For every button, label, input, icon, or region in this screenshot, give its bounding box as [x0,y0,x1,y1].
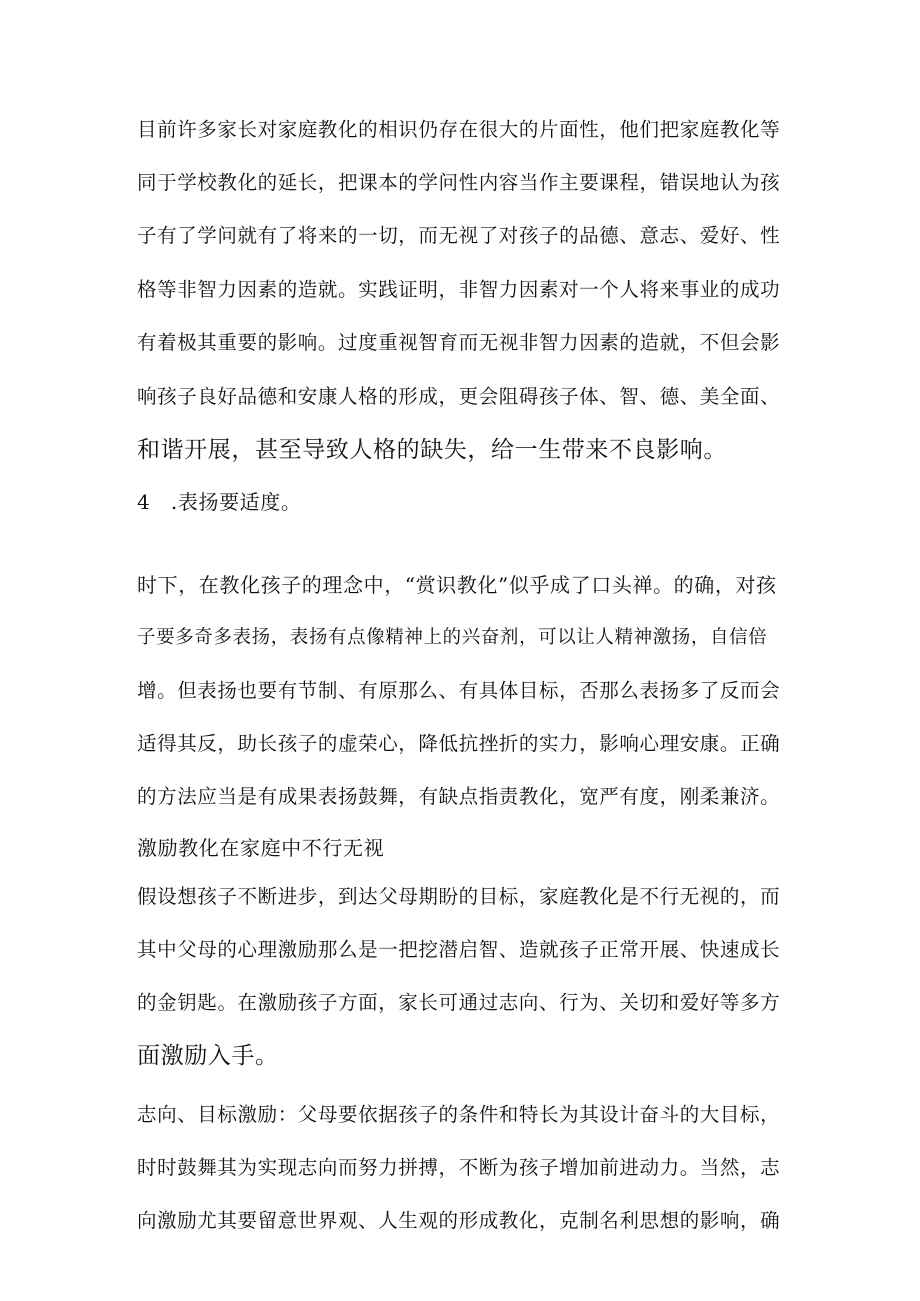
paragraph-3-line-1: 假设想孩子不断进步，到达父母期盼的目标，家庭教化是不行无视的，而 [137,885,781,908]
paragraph-1-line-7: 和谐开展，甚至导致人格的缺失，给一生带来不良影响。 [137,437,727,463]
paragraph-3-line-3: 的金钥匙。在激励孩子方面，家长可通过志向、行为、关切和爱好等多方 [137,991,781,1014]
paragraph-1-line-3: 子有了学问就有了将来的一切，而无视了对孩子的品德、意志、爱好、性 [137,224,781,247]
paragraph-2-line-3: 增。但表扬也要有节制、有原那么、有具体目标，否那么表扬多了反而会 [137,679,781,702]
paragraph-4-line-3: 向激励尤其要留意世界观、人生观的形成教化，克制名利思想的影响，确 [137,1209,781,1232]
paragraph-2-line-1: 时下，在教化孩子的理念中，“赏识教化”似乎成了口头禅。的确，对孩 [137,573,777,597]
paragraph-2-line-5: 的方法应当是有成果表扬鼓舞，有缺点指责教化，宽严有度，刚柔兼济。 [137,785,781,808]
section-title: 激励教化在家庭中不行无视 [137,836,385,860]
paragraph-1-line-2: 同于学校教化的延长，把课本的学问性内容当作主要课程，错误地认为孩 [137,171,781,194]
paragraph-1-line-6: 响孩子良好品德和安康人格的形成，更会阻碍孩子体、智、德、美全面、 [137,385,781,408]
paragraph-1-line-1: 目前许多家长对家庭教化的相识仍存在很大的片面性，他们把家庭教化等 [137,118,781,141]
paragraph-2-line-4: 适得其反，助长孩子的虚荣心，降低抗挫折的实力，影响心理安康。正确 [137,732,781,755]
paragraph-3-line-2: 其中父母的心理激励那么是一把挖潜启智、造就孩子正常开展、快速成长 [137,938,781,961]
paragraph-1-line-4: 格等非智力因素的造就。实践证明，非智力因素对一个人将来事业的成功 [137,278,781,301]
section-heading-4: 4 .表扬要适度。 [137,490,302,514]
paragraph-1-line-5: 有着极其重要的影响。过度重视智育而无视非智力因素的造就，不但会影 [137,331,781,354]
paragraph-2-line-2: 子要多奇多表扬，表扬有点像精神上的兴奋剂，可以让人精神激扬，自信倍 [137,627,768,648]
paragraph-4-line-1: 志向、目标激励：父母要依据孩子的条件和特长为其设计奋斗的大目标， [137,1103,781,1126]
paragraph-4-line-2: 时时鼓舞其为实现志向而努力拼搏，不断为孩子增加前进动力。当然，志 [137,1156,781,1179]
paragraph-3-line-4: 面激励入手。 [137,1043,279,1069]
